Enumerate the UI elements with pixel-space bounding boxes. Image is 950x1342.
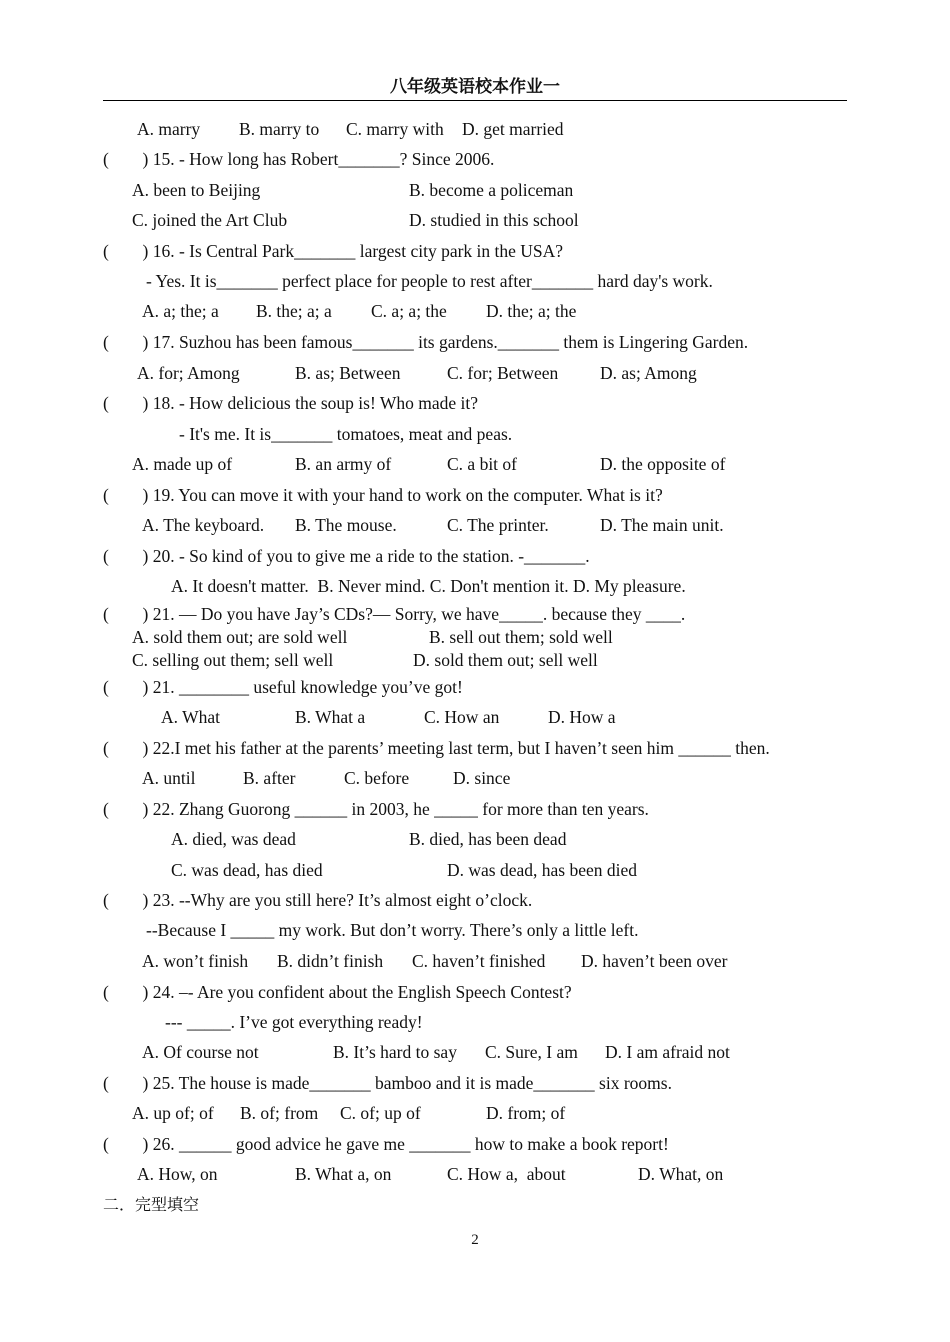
line-text: ) 21. — Do you have Jay’s CDs?— Sorry, we have_____. because they ____.	[125, 604, 686, 624]
line-text: ) 25. The house is made_______ bamboo and it is made_______ six rooms.	[125, 1073, 672, 1093]
answer-option: C. The printer.	[447, 515, 549, 535]
answer-option: B. as; Between	[295, 363, 401, 383]
answer-bracket: (	[103, 1073, 109, 1093]
answer-option: B. It’s hard to say	[333, 1042, 457, 1062]
answer-option: B. of; from	[240, 1103, 319, 1123]
answer-option: A. made up of	[132, 454, 233, 474]
answer-option: A. Of course not	[142, 1042, 259, 1062]
answer-option: A. won’t finish	[142, 951, 249, 971]
line-text: ) 17. Suzhou has been famous_______ its gardens._______ them is Lingering Garden.	[125, 332, 749, 352]
line-text: ) 16. - Is Central Park_______ largest city park in the USA?	[125, 241, 564, 261]
answer-bracket: (	[103, 546, 109, 566]
answer-bracket: (	[103, 604, 109, 624]
answer-option: D. as; Among	[600, 363, 697, 383]
answer-option: D. from; of	[486, 1103, 566, 1123]
answer-option: B. sell out them; sold well	[429, 627, 613, 647]
answer-bracket: (	[103, 332, 109, 352]
answer-option: C. How an	[424, 707, 500, 727]
answer-bracket: (	[103, 149, 109, 169]
answer-option: D. sold them out; sell well	[413, 650, 598, 670]
line-text: 二．完型填空	[103, 1195, 200, 1214]
answer-option: C. of; up of	[340, 1103, 421, 1123]
line-text: --Because I _____ my work. But don’t worry. There’s only a little left.	[146, 920, 639, 940]
answer-option: C. was dead, has died	[171, 860, 323, 880]
line-text: - It's me. It is_______ tomatoes, meat and peas.	[179, 424, 513, 444]
answer-option: A. up of; of	[132, 1103, 214, 1123]
line-text: ) 21. ________ useful knowledge you’ve got!	[125, 677, 463, 697]
answer-option: C. haven’t finished	[412, 951, 546, 971]
answer-option: D. I am afraid not	[605, 1042, 730, 1062]
answer-option: D. the opposite of	[600, 454, 726, 474]
answer-option: B. What a	[295, 707, 366, 727]
answer-option: D. since	[453, 768, 511, 788]
answer-option: D. was dead, has been died	[447, 860, 638, 880]
answer-option: B. died, has been dead	[409, 829, 567, 849]
answer-option: A. been to Beijing	[132, 180, 261, 200]
page-header: 八年级英语校本作业一	[103, 74, 847, 101]
answer-option: B. an army of	[295, 454, 392, 474]
answer-option: A. How, on	[137, 1164, 218, 1184]
page-number: 2	[471, 1232, 479, 1248]
answer-bracket: (	[103, 677, 109, 697]
answer-option: A. a; the; a	[142, 301, 219, 321]
answer-option: C. How a, about	[447, 1164, 566, 1184]
answer-bracket: (	[103, 1134, 109, 1154]
answer-option: C. a bit of	[447, 454, 517, 474]
line-text: ) 15. - How long has Robert_______? Since 2006.	[125, 149, 495, 169]
answer-option: B. become a policeman	[409, 180, 574, 200]
answer-option: D. How a	[548, 707, 616, 727]
answer-option: C. joined the Art Club	[132, 210, 288, 230]
answer-option: B. the; a; a	[256, 301, 332, 321]
answer-option: B. after	[243, 768, 296, 788]
answer-bracket: (	[103, 393, 109, 413]
answer-bracket: (	[103, 241, 109, 261]
line-text: ) 22. Zhang Guorong ______ in 2003, he _____ for more than ten years.	[125, 799, 649, 819]
answer-option: A. What	[161, 707, 220, 727]
line-text: - Yes. It is_______ perfect place for people to rest after_______ hard day's work.	[146, 271, 713, 291]
answer-option: D. haven’t been over	[581, 951, 728, 971]
answer-option: C. for; Between	[447, 363, 559, 383]
answer-option: C. marry with	[346, 119, 444, 139]
line-text: ) 22.I met his father at the parents’ meeting last term, but I haven’t seen him ______ then.	[125, 738, 770, 758]
answer-bracket: (	[103, 738, 109, 758]
line-text: ) 24. –- Are you confident about the English Speech Contest?	[125, 982, 572, 1002]
line-text: ) 18. - How delicious the soup is! Who made it?	[125, 393, 479, 413]
answer-bracket: (	[103, 799, 109, 819]
line-text: A. It doesn't matter. B. Never mind. C. Don't mention it. D. My pleasure.	[171, 576, 686, 596]
answer-option: C. a; a; the	[371, 301, 447, 321]
answer-bracket: (	[103, 485, 109, 505]
answer-option: B. didn’t finish	[277, 951, 384, 971]
answer-option: D. studied in this school	[409, 210, 579, 230]
answer-option: A. died, was dead	[171, 829, 296, 849]
answer-option: A. until	[142, 768, 196, 788]
answer-bracket: (	[103, 982, 109, 1002]
answer-option: D. What, on	[638, 1164, 724, 1184]
answer-option: D. The main unit.	[600, 515, 724, 535]
answer-bracket: (	[103, 890, 109, 910]
answer-option: C. Sure, I am	[485, 1042, 578, 1062]
answer-option: A. for; Among	[137, 363, 240, 383]
answer-option: B. marry to	[239, 119, 320, 139]
line-text: --- _____. I’ve got everything ready!	[165, 1012, 423, 1032]
line-text: ) 19. You can move it with your hand to work on the computer. What is it?	[125, 485, 663, 505]
answer-option: A. sold them out; are sold well	[132, 627, 348, 647]
answer-option: D. get married	[462, 119, 564, 139]
answer-option: B. The mouse.	[295, 515, 397, 535]
answer-option: A. marry	[137, 119, 201, 139]
line-text: ) 26. ______ good advice he gave me _______ how to make a book report!	[125, 1134, 669, 1154]
answer-option: B. What a, on	[295, 1164, 392, 1184]
answer-option: C. selling out them; sell well	[132, 650, 334, 670]
line-text: ) 23. --Why are you still here? It’s almost eight o’clock.	[125, 890, 533, 910]
line-text: ) 20. - So kind of you to give me a ride to the station. -_______.	[125, 546, 590, 566]
answer-option: A. The keyboard.	[142, 515, 265, 535]
answer-option: C. before	[344, 768, 410, 788]
answer-option: D. the; a; the	[486, 301, 577, 321]
